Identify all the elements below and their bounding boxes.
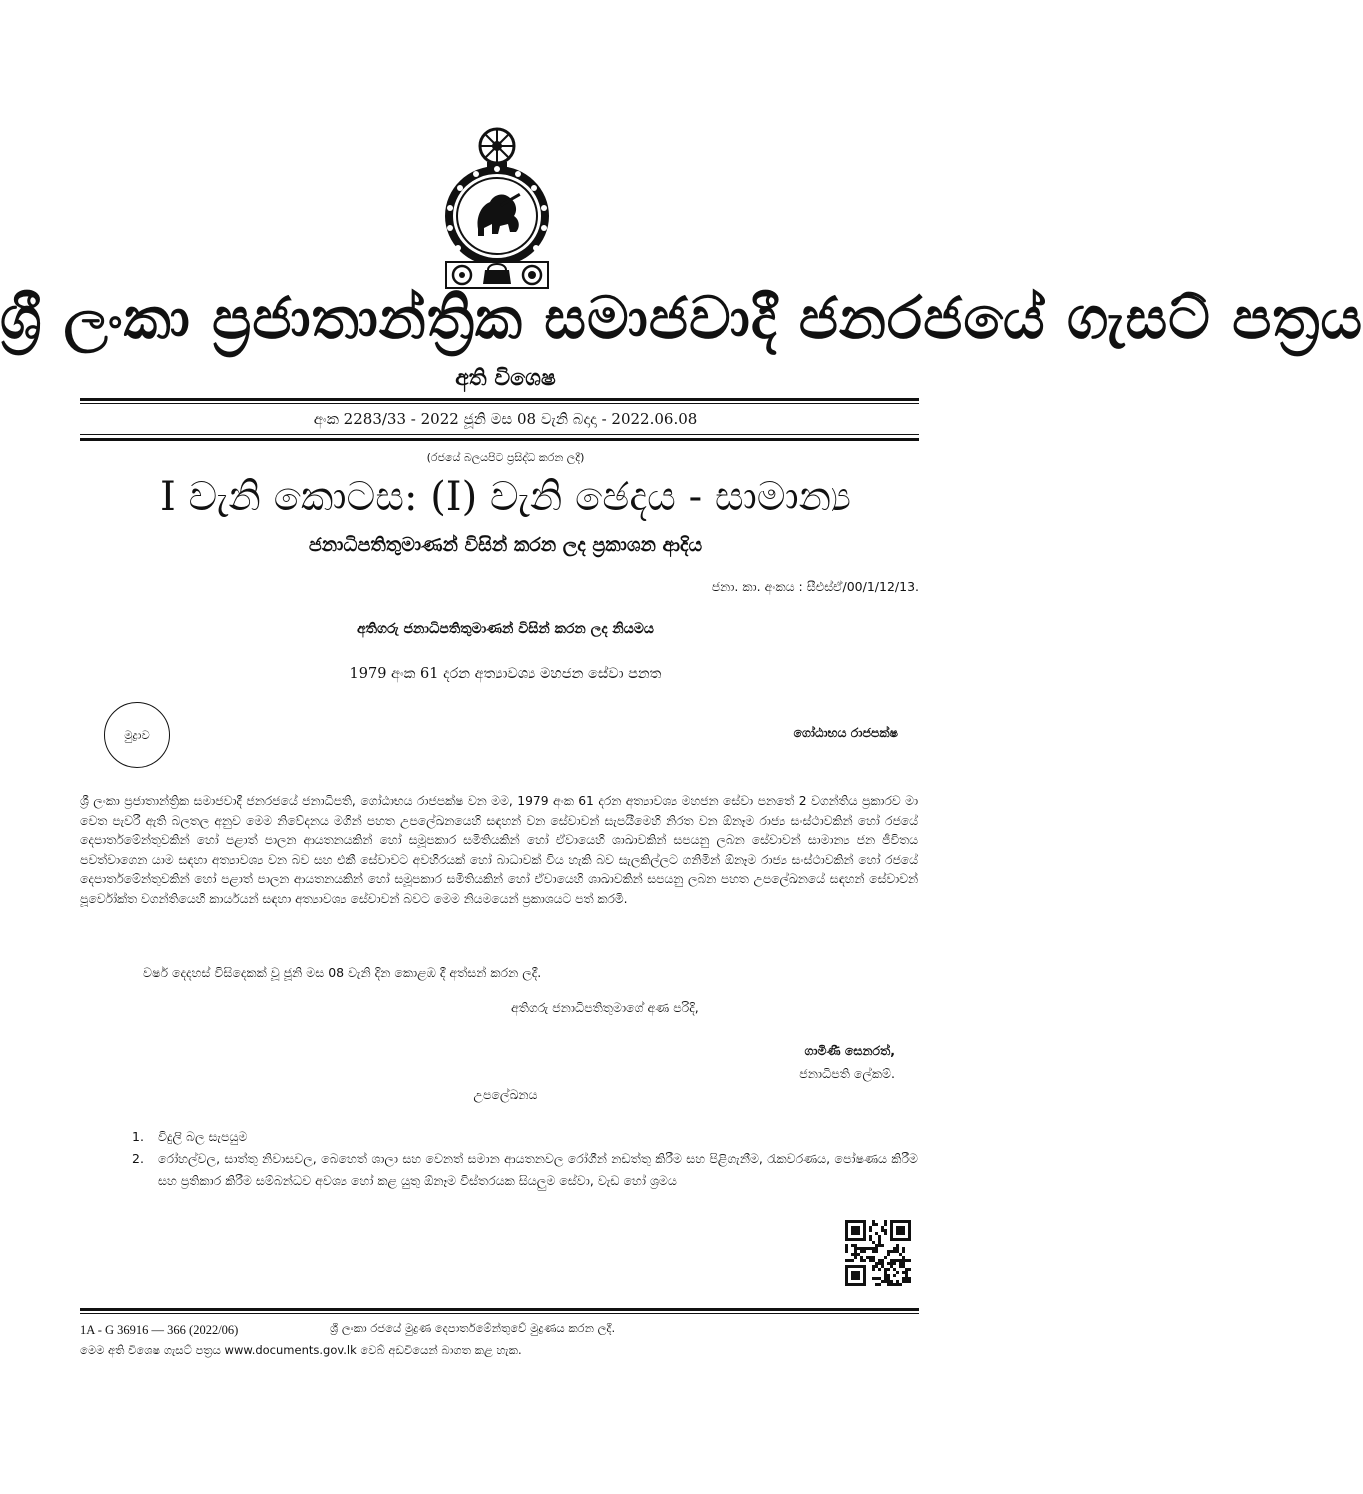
schedule-title: උපලේඛනය: [473, 1087, 538, 1102]
proclamation-paragraph: ශ්‍රී ලංකා ප්‍රජාතාන්ත්‍රික සමාජවාදී ජනරජයේ ජනාධිපති, ගෝඨාභය රාජපක්ෂ වන මම, 1979 අංක 61 දරන අත්‍යාවශ්‍ය මහජන සේවා පනතේ 2 වගන්තිය ප්‍රකාරව මා වෙත පැවරී ඇති බලතල අනුව මෙම නිවේදනය මගින් පහත උපලේඛනයෙහි සඳහන් වන සේවාවන් සැපයීමෙහි නිරත වන ඕනෑම රාජ්‍ය සංස්ථාවකින් හෝ රජයේ දෙපාර්තමේන්තුවකින් හෝ පළාත් පාලන ආයතනයකින් හෝ සමූපකාර සමිතියකින් හෝ ඒවායෙහි ශාඛාවකින් සපයනු ලබන සේවාවන් සාමාන්‍ය ජන ජීවිතය පවත්වාගෙන යාම සඳහා අත්‍යාවශ්‍ය වන බව සහ එකී සේවාවට අවහිරයක් හෝ බාධාවක් විය හැකි බව සැලකිල්ලට ගනිමින් ඕනෑම රාජ්‍ය සංස්ථාවකින් හෝ රජයේ දෙපාර්තමේන්තුවකින් හෝ පළාත් පාලන ආයතනයකින් හෝ සමූපකාර සමිතියකින් හෝ ඒවායෙහි ශාඛාවකින් සපයනු ලබන පහත උපලේඛනයේ සඳහන් සේවාවන් පූර්වෝක්ත වගන්තියෙහි කාර්යයන් සඳහා අත්‍යාවශ්‍ය සේවාවන් බවට මෙම නියමයෙන් ප්‍රකාශයට පත් කරමි.: [80, 794, 918, 906]
act-line: 1979 අංක 61 දරන අත්‍යාවශ්‍ය මහජන සේවා පනත: [349, 666, 662, 682]
dharma-wheel-icon: [480, 129, 514, 167]
gazette-masthead-title: ශ්‍රී ලංකා ප්‍රජාතාන්ත්‍රික සමාජවාදී ජනරජයේ ගැසට් පත්‍රය: [0, 284, 1363, 352]
command-line: අතිගරු ජනාධිපතිතුමාගේ අණ පරිදි,: [511, 1000, 699, 1015]
footer-rule-thin: [80, 1313, 919, 1314]
qr-code: [845, 1220, 911, 1286]
part-title: I වැනි කොටස: (I) වැනි ඡෙදය - සාමාන්‍ය: [159, 474, 852, 520]
seal-label: මුද්‍රාව: [124, 727, 150, 742]
header-rule-bottom-thin: [80, 434, 919, 435]
signatory-title: ජනාධිපති ලේකම්.: [799, 1066, 895, 1081]
footer-printer-note: ශ්‍රී ලංකා රජයේ මුද්‍රණ දෙපාර්තමේන්තුවේ මුද්‍රණය කරන ලදී.: [330, 1321, 616, 1335]
list-item-number: 1.: [132, 1129, 144, 1144]
section-title: ජනාධිපතිතුමාණන් විසින් කරන ලද ප්‍රකාශන ආදිය: [308, 534, 703, 556]
footer-code: 1A - G 36916 — 366 (2022/06): [80, 1323, 239, 1337]
list-item-number: 2.: [132, 1151, 144, 1166]
footer-rule: [80, 1308, 919, 1311]
list-item-text: විදුලි බල සැපයුම: [158, 1129, 248, 1144]
header-rule-bottom: [80, 438, 919, 441]
given-line: වර්ෂ දෙදහස් විසිදෙකක් වූ ජූනි මස 08 වැනි දින කොළඹ දී අත්සන් කරන ලදී.: [143, 965, 542, 980]
reference-number: ජනා. කා. අංකය : සීඑස්ඒ/00/1/12/13.: [711, 579, 919, 594]
president-name: ගෝඨාභය රාජපක්ෂ: [793, 725, 898, 740]
regulation-title: අතිගරු ජනාධිපතිතුමාණන් විසින් කරන ලද නියමය: [356, 621, 655, 637]
list-item: [132, 1126, 918, 1148]
publication-note: (රජයේ බලයපිට ප්‍රසිද්ධ කරන ලදී): [426, 451, 585, 464]
extraordinary-subtitle: අති විශෙෂ: [455, 366, 556, 391]
signatory-name: ගාමිණී සෙනරත්,: [804, 1043, 895, 1058]
list-item-text: රෝහල්වල, සාත්තු නිවාසවල, බෙහෙත් ශාලා සහ වෙනත් සමාන ආයතනවල රෝගීන් නඩත්තු කිරීම සහ පිළිගැනීම, රැකවරණය, පෝෂණය කිරීම සහ ප්‍රතිකාර කිරීම සම්බන්ධව අවශ්‍ය හෝ කළ යුතු ඕනෑම විස්තරයක සියලුම සේවා, වැඩ හෝ ශ්‍රමය: [158, 1151, 918, 1188]
list-item: [132, 1148, 918, 1192]
issue-line: අංක 2283/33 - 2022 ජූනි මස 08 වැනි බදාදා - 2022.06.08: [313, 410, 698, 428]
header-rule-top: [80, 398, 919, 401]
seal-circle: [104, 702, 170, 768]
footer-download-note: මෙම අති විශෙෂ ගැසට් පත්‍රය www.documents.gov.lk වෙබ් අඩවියෙන් බාගත කළ හැක.: [80, 1343, 522, 1357]
national-emblem: [438, 124, 556, 290]
header-rule-top-thin: [80, 403, 919, 404]
schedule-list: [132, 1126, 918, 1192]
